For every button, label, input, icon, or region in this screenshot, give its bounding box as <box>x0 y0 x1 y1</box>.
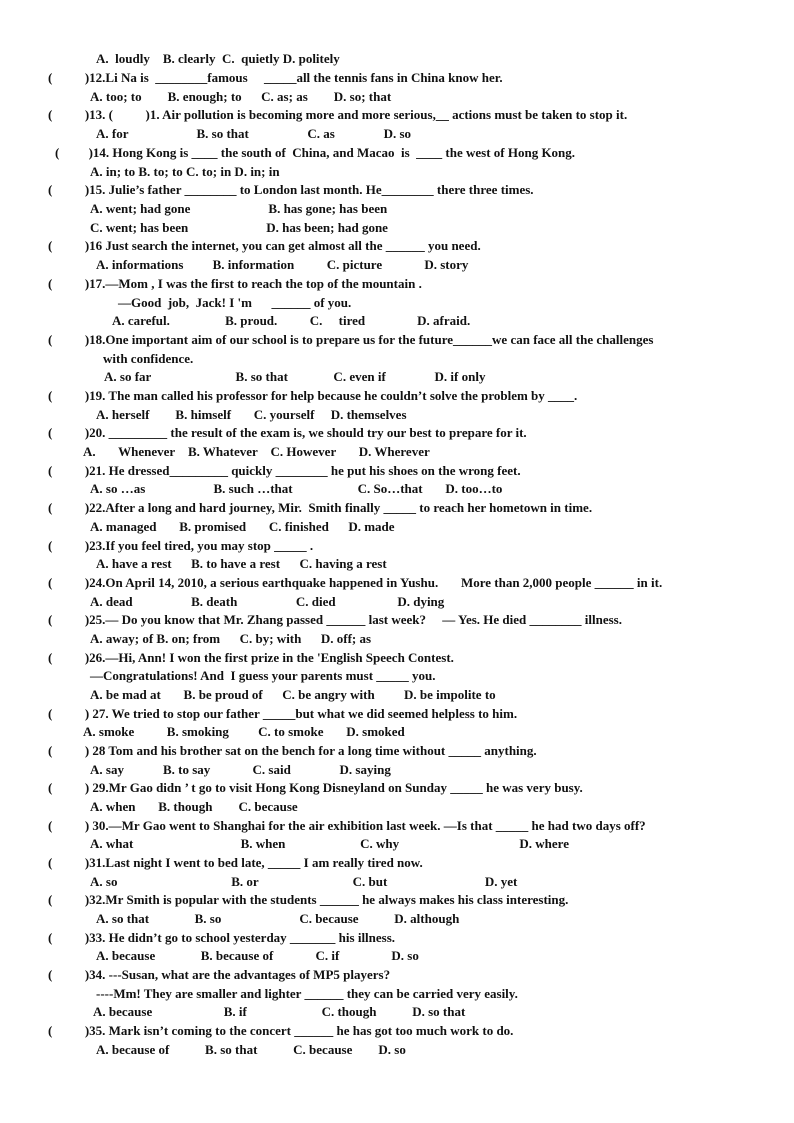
answer-options-line: A. so that B. so C. because D. although <box>96 911 460 926</box>
question-line: ( )22.After a long and hard journey, Mir. Smith finally _____ to reach her hometown in time. <box>48 500 593 515</box>
question-line: ( )34. ---Susan, what are the advantages of MP5 players? <box>48 967 391 982</box>
question-line: ( )24.On April 14, 2010, a serious earthquake happened in Yushu. More than 2,000 people ______ in it. <box>48 575 663 590</box>
question-line: ( ) 30.—Mr Gao went to Shanghai for the air exhibition last week. —Is that _____ he had two days off? <box>48 818 646 833</box>
answer-options-line: A. in; to B. to; to C. to; in D. in; in <box>90 164 280 179</box>
question-line: ( ) 29.Mr Gao didn ’ t go to visit Hong Kong Disneyland on Sunday _____ he was very busy. <box>48 780 583 795</box>
question-line: ( )23.If you feel tired, you may stop _____ . <box>48 538 314 553</box>
question-line: ( )25.— Do you know that Mr. Zhang passed ______ last week? — Yes. He died ________ illness. <box>48 612 622 627</box>
answer-options-line: A. when B. though C. because <box>90 799 298 814</box>
answer-options-line: A. smoke B. smoking C. to smoke D. smoked <box>83 724 405 739</box>
answer-options-line: A. because B. if C. though D. so that <box>93 1004 466 1019</box>
question-line: ( )13. ( )1. Air pollution is becoming more and more serious,__ actions must be taken to stop it. <box>48 107 628 122</box>
answer-options-line: A. so …as B. such …that C. So…that D. too…to <box>90 481 503 496</box>
answer-options-line: A. careful. B. proud. C. tired D. afraid. <box>112 313 471 328</box>
answer-options-line: A. so B. or C. but D. yet <box>90 874 518 889</box>
question-line: ( )17.—Mom , I was the first to reach the top of the mountain . <box>48 276 422 291</box>
answer-options-line: A. away; of B. on; from C. by; with D. off; as <box>90 631 372 646</box>
answer-options-line: A. for B. so that C. as D. so <box>96 126 412 141</box>
answer-options-line: A. because B. because of C. if D. so <box>96 948 419 963</box>
question-line: ( )15. Julie’s father ________ to London last month. He________ there three times. <box>48 182 534 197</box>
answer-options-line: A. be mad at B. be proud of C. be angry with D. be impolite to <box>90 687 496 702</box>
answer-options-line: A. because of B. so that C. because D. so <box>96 1042 406 1057</box>
question-line: ( )12.Li Na is ________famous _____all the tennis fans in China know her. <box>48 70 503 85</box>
question-line: ( ) 27. We tried to stop our father _____but what we did seemed helpless to him. <box>48 706 518 721</box>
answer-options-line: C. went; has been D. has been; had gone <box>90 220 388 235</box>
question-line: ( )33. He didn’t go to school yesterday _______ his illness. <box>48 930 396 945</box>
question-line: ( )18.One important aim of our school is to prepare us for the future______we can face all the challenges <box>48 332 654 347</box>
question-line: ( )21. He dressed_________ quickly ________ he put his shoes on the wrong feet. <box>48 463 521 478</box>
question-line: ( )19. The man called his professor for help because he couldn’t solve the problem by ____. <box>48 388 578 403</box>
question-line: ( )16 Just search the internet, you can get almost all the ______ you need. <box>48 238 481 253</box>
question-line: ( )20. _________ the result of the exam is, we should try our best to prepare for it. <box>48 425 527 440</box>
question-line: ( )14. Hong Kong is ____ the south of China, and Macao is ____ the west of Hong Kong. <box>55 145 576 160</box>
answer-options-line: A. informations B. information C. picture D. story <box>96 257 469 272</box>
answer-options-line: ----Mm! They are smaller and lighter ______ they can be carried very easily. <box>96 986 518 1001</box>
answer-options-line: A. what B. when C. why D. where <box>90 836 569 851</box>
answer-options-line: A. herself B. himself C. yourself D. themselves <box>96 407 407 422</box>
question-line: ( ) 28 Tom and his brother sat on the bench for a long time without _____ anything. <box>48 743 537 758</box>
question-line: ( )32.Mr Smith is popular with the students ______ he always makes his class interesting. <box>48 892 569 907</box>
answer-options-line: A. so far B. so that C. even if D. if only <box>104 369 486 384</box>
answer-options-line: with confidence. <box>103 351 194 366</box>
answer-options-line: —Congratulations! And I guess your parents must _____ you. <box>90 668 436 683</box>
answer-options-line: A. too; to B. enough; to C. as; as D. so; that <box>90 89 392 104</box>
answer-options-line: A. have a rest B. to have a rest C. having a rest <box>96 556 387 571</box>
question-line: ( )31.Last night I went to bed late, _____ I am really tired now. <box>48 855 423 870</box>
answer-options-line: A. loudly B. clearly C. quietly D. politely <box>96 51 340 66</box>
question-line: ( )35. Mark isn’t coming to the concert ______ he has got too much work to do. <box>48 1023 514 1038</box>
answer-options-line: A. went; had gone B. has gone; has been <box>90 201 388 216</box>
answer-options-line: A. Whenever B. Whatever C. However D. Wherever <box>83 444 430 459</box>
answer-options-line: A. say B. to say C. said D. saying <box>90 762 391 777</box>
answer-options-line: A. dead B. death C. died D. dying <box>90 594 445 609</box>
question-line: ( )26.—Hi, Ann! I won the first prize in the 'English Speech Contest. <box>48 650 454 665</box>
answer-options-line: —Good job, Jack! I 'm ______ of you. <box>118 295 352 310</box>
answer-options-line: A. managed B. promised C. finished D. made <box>90 519 395 534</box>
